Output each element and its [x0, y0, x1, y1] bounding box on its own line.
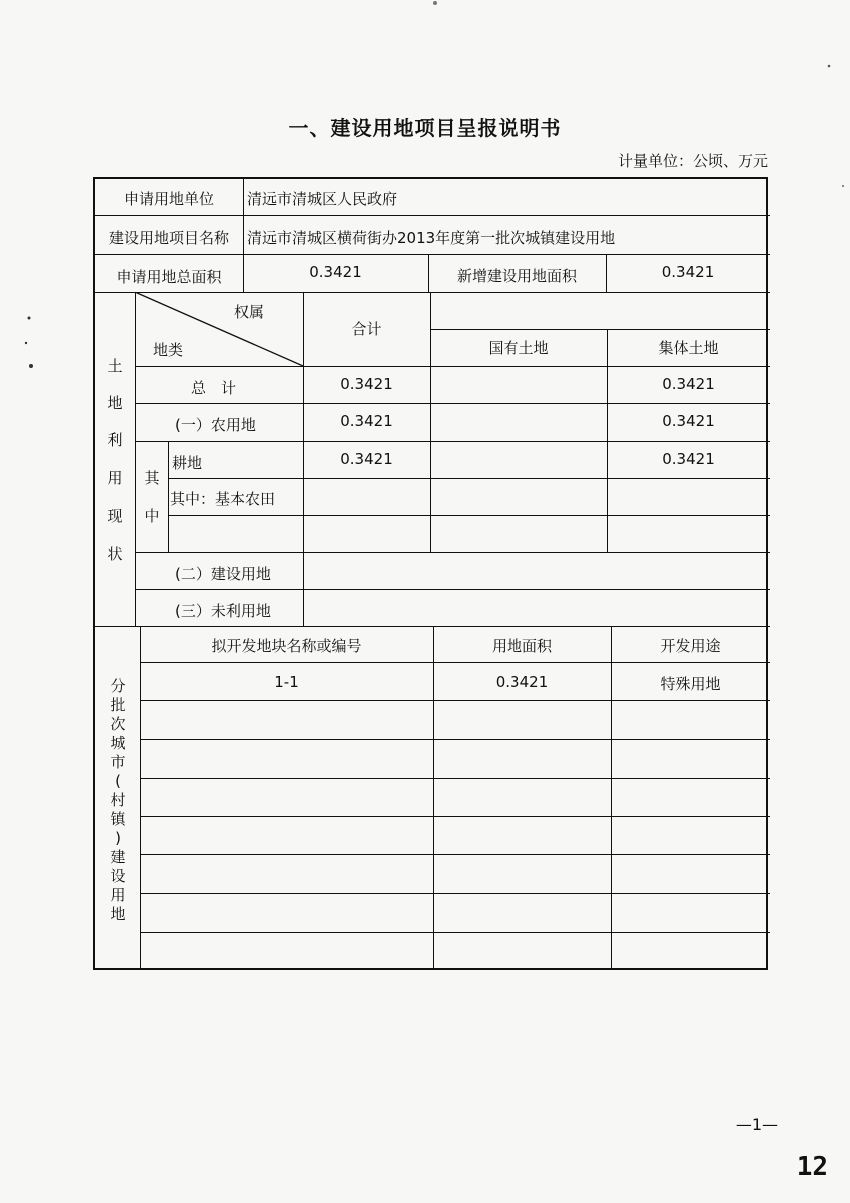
row-unused-label: (三）未利用地 — [175, 602, 271, 620]
row-arable-collective: 0.3421 — [662, 450, 715, 468]
row-agri-sum: 0.3421 — [340, 412, 393, 430]
new-area-label: 新增建设用地面积 — [456, 267, 577, 285]
row-agri-collective: 0.3421 — [662, 412, 715, 430]
header-sum: 合计 — [351, 320, 382, 338]
row-basic-farmland-label: 其中：基本农田 — [170, 490, 276, 508]
total-area-label: 申请用地总面积 — [116, 268, 222, 286]
project-label: 建设用地项目名称 — [108, 229, 229, 247]
batch-header-plot: 拟开发地块名称或编号 — [211, 637, 362, 655]
batch-row-area: 0.3421 — [495, 673, 549, 691]
header-collective-land: 集体土地 — [658, 339, 719, 357]
applicant-value: 清远市清城区人民政府 — [247, 190, 398, 208]
row-arable-label: 耕地 — [172, 454, 203, 472]
row-agri-label: (一）农用地 — [175, 416, 256, 434]
applicant-label: 申请用地单位 — [123, 190, 214, 208]
row-arable-sum: 0.3421 — [340, 450, 393, 468]
row-total-sum: 0.3421 — [340, 375, 393, 393]
header-category: 地类 — [153, 341, 184, 359]
header-state-land: 国有土地 — [488, 339, 549, 357]
stamp-number: 12 — [796, 1152, 828, 1182]
batch-row-plot: 1-1 — [274, 673, 299, 691]
batch-row-purpose: 特殊用地 — [660, 675, 721, 693]
page-number: —1— — [735, 1115, 778, 1134]
project-value: 清远市清城区横荷街办2013年度第一批次城镇建设用地 — [247, 229, 616, 247]
new-area-value: 0.3421 — [661, 263, 715, 281]
project-table: 申请用地单位 清远市清城区人民政府 建设用地项目名称 清远市清城区横荷街办2013年度第一批次城镇建设用地 申请用地总面积 0.3421 新增建设用地面积 0.3421 土 地 利 用 现 状 权属 地类 合计 国有土地 集体土地 总 计 0.3421 0.3421 (一）农用地 0.3421 0.3421 其 中 耕地 0.3421 0.3421 其中：基本农田 (二）建设用地 (三）未利用地 分 批 次 城 市 ( 村 镇 ) 建 设 用 地 拟开发地块名称或编号 用地面积 开发用途 1-1 0.3421 特殊用地 — [93, 177, 768, 970]
measurement-unit: 计量单位：公顷、万元 — [617, 152, 768, 170]
document-title: 一、建设用地项目呈报说明书 — [288, 116, 562, 140]
row-total-label: 总 计 — [191, 379, 237, 397]
row-construction-label: (二）建设用地 — [175, 565, 271, 583]
batch-header-purpose: 开发用途 — [660, 637, 721, 655]
header-owner: 权属 — [234, 303, 265, 321]
total-area-value: 0.3421 — [309, 263, 362, 281]
row-total-collective: 0.3421 — [662, 375, 715, 393]
batch-header-area: 用地面积 — [491, 637, 552, 655]
